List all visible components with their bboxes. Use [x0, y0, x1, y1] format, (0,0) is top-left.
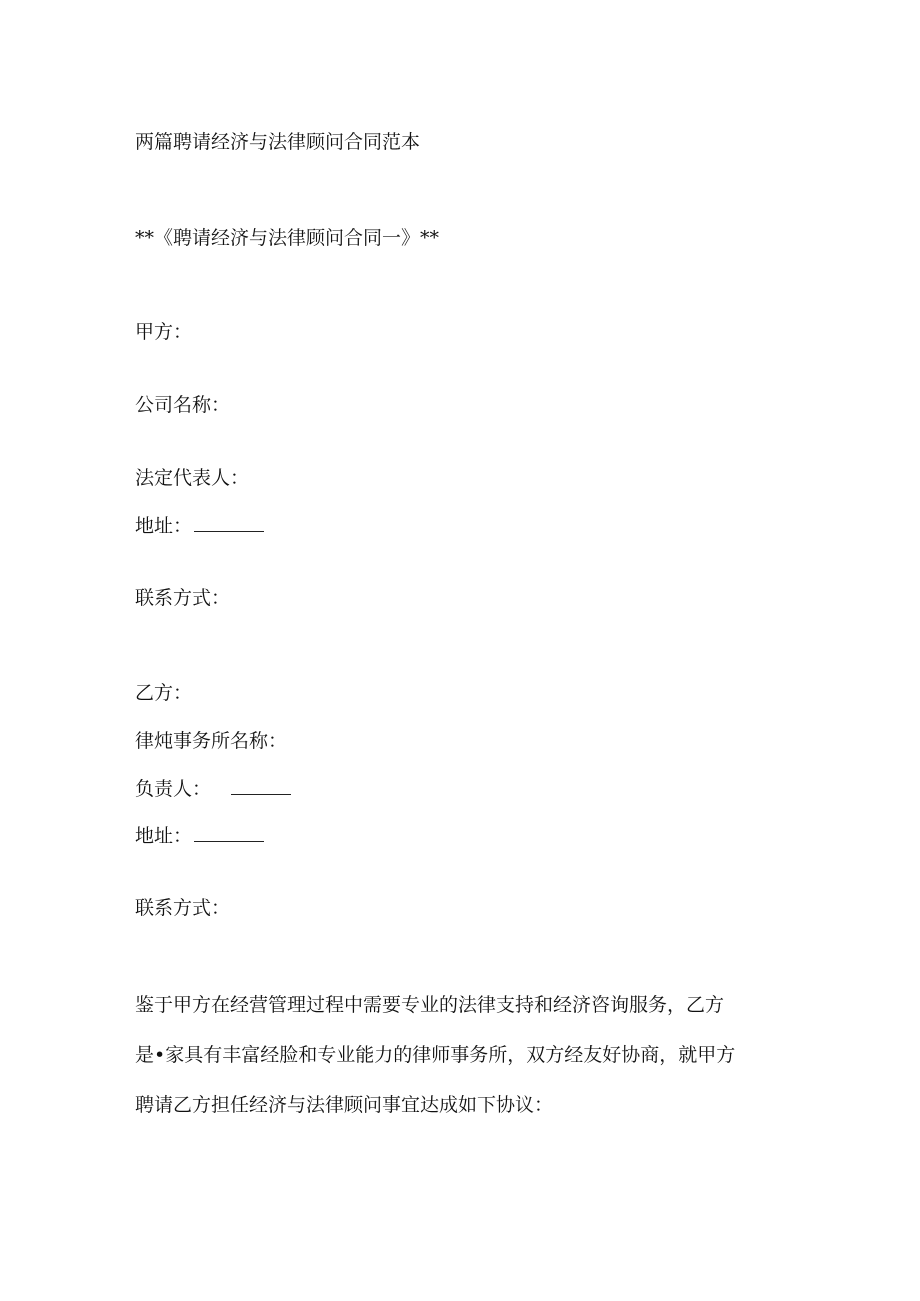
party-a-address-row — [135, 513, 264, 538]
party-b-address-blank — [194, 823, 264, 842]
contract-subtitle: **《聘请经济与法律顾问合同一》** — [135, 227, 440, 249]
party-b-firm-label: 律炖事务所名称： — [135, 730, 288, 752]
party-a-heading: 甲方： — [135, 321, 193, 343]
party-a-address-label: 地址： — [135, 515, 193, 537]
party-b-heading: 乙方： — [135, 682, 193, 704]
party-b-address-row — [135, 823, 264, 848]
preamble-line: 鉴于甲方在经营管理过程中需要专业的法律支持和经济咨询服务，乙方 — [135, 994, 725, 1016]
party-a-company-label: 公司名称： — [135, 394, 231, 416]
preamble-line: 是•家具有丰富经脸和专业能力的律师事务所，双方经友好协商，就甲方 — [135, 1044, 736, 1066]
party-b-address-label: 地址： — [135, 825, 193, 847]
party-b-responsible-blank — [231, 776, 291, 795]
party-a-rep-label: 法定代表人： — [135, 467, 250, 489]
party-b-responsible-label: 负责人： — [135, 778, 212, 800]
party-a-address-blank — [194, 513, 264, 532]
party-a-contact-label: 联系方式： — [135, 587, 231, 609]
preamble-line: 聘请乙方担任经济与法律顾问事宜达成如下协议： — [135, 1094, 554, 1116]
party-b-responsible-row — [135, 776, 291, 801]
document-title: 两篇聘请经济与法律顾问合同范本 — [135, 131, 421, 153]
party-b-contact-label: 联系方式： — [135, 897, 231, 919]
